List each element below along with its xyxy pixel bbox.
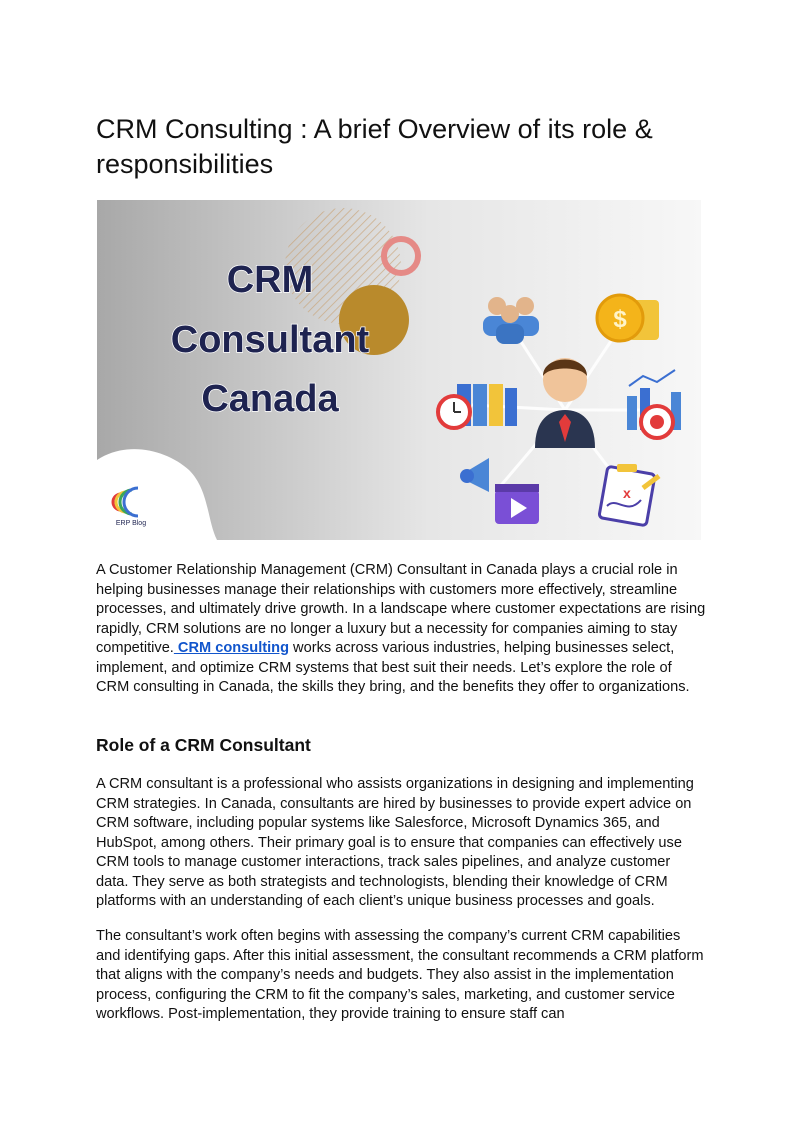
hero-heading-line3: Canada [201, 378, 339, 420]
hero-image [97, 200, 701, 540]
hero-heading-line2: Consultant [170, 319, 370, 361]
assessment-paragraph: The consultant’s work often begins with assessing the company’s current CRM capabilities and identifying gaps. After this initial assessment, the consultant recommends a CRM platform that aligns with the company’s needs and budgets. They also assist in the implementation process, configuring the CRM to fit the company’s sales, marketing, and customer service workflows. Post-implementation, they provide training to ensure staff can [96, 928, 704, 1022]
page-title: CRM Consulting : A brief Overview of its role & responsibilities [96, 114, 653, 179]
intro-text-before-link: A Customer Relationship Management (CRM) Consultant in Canada plays a crucial role in helping businesses manage their relationships with customers more effectively, streamline processes, and ultimately drive growth. In a landscape where customer expectations are rising rapidly, CRM solutions are no longer a luxury but a necessity for companies aiming to stay competitive. [96, 562, 706, 656]
role-paragraph: A CRM consultant is a professional who assists organizations in designing and implementing CRM strategies. In Canada, consultants are hired by businesses to provide expert advice on CRM software, including popular systems like Salesforce, Microsoft Dynamics 365, and HubSpot, among others. Their primary goal is to ensure that companies can effectively use CRM tools to manage customer interactions, track sales pipelines, and analyze customer data. They serve as both strategists and technologists, blending their knowledge of CRM platforms with an understanding of each client’s unique business processes and goals. [96, 776, 694, 909]
erp-blog-logo [109, 482, 153, 528]
intro-text-after-link: works across various industries, helping businesses select, implement, and optimize CRM systems that best suit their needs. Let’s explore the role of CRM consulting in Canada, the skills they bring, and the benefits they offer to organizations. [96, 640, 690, 695]
crm-consulting-link[interactable]: CRM consulting [173, 640, 289, 656]
svg-text:x: x [623, 485, 631, 501]
hero-heading-line1: CRM [226, 259, 314, 301]
money-icon [597, 295, 659, 341]
svg-text:$: $ [613, 306, 627, 333]
section-heading: Role of a CRM Consultant [96, 735, 311, 755]
logo-text: ERP Blog [115, 520, 147, 527]
intro-paragraph [96, 561, 706, 698]
